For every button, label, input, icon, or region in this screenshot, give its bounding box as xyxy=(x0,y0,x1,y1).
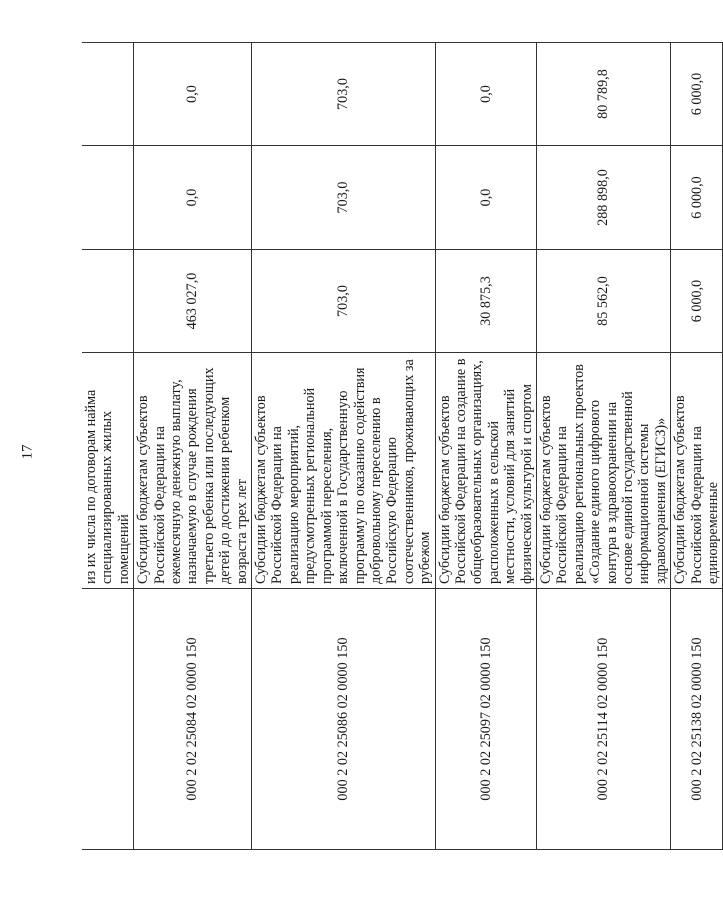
budget-code-cell: 000 2 02 25086 02 0000 150 xyxy=(252,589,435,850)
description-cell: из их числа по договорам найма специализированных жилых помещений xyxy=(82,353,134,589)
budget-code-cell: 000 2 02 25097 02 0000 150 xyxy=(435,589,536,850)
budget-code-cell xyxy=(82,589,134,850)
table-container xyxy=(82,42,722,850)
description-cell: Субсидии бюджетам субъектов Российской Федерации на создание в общеобразовательных организациях, расположенных в сельской местности, условий для занятий физической культурой и спортом xyxy=(435,353,536,589)
table-row xyxy=(536,43,670,850)
value-cell-2: 703,0 xyxy=(252,146,435,250)
budget-subsidies-table xyxy=(82,42,723,850)
value-cell-1: 6 000,0 xyxy=(671,250,723,353)
value-cell-1: 30 875,3 xyxy=(435,250,536,353)
value-cell-2: 0,0 xyxy=(134,146,252,250)
page-number: 17 xyxy=(19,444,36,460)
value-cell-3: 0,0 xyxy=(134,43,252,146)
value-cell-1: 703,0 xyxy=(252,250,435,353)
table-row xyxy=(671,43,723,850)
value-cell-3: 0,0 xyxy=(435,43,536,146)
budget-code-cell: 000 2 02 25084 02 0000 150 xyxy=(134,589,252,850)
value-cell-2: 6 000,0 xyxy=(671,146,723,250)
table-row xyxy=(252,43,435,850)
budget-code-cell: 000 2 02 25138 02 0000 150 xyxy=(671,589,723,850)
value-cell-1: 463 027,0 xyxy=(134,250,252,353)
value-cell-2 xyxy=(82,146,134,250)
value-cell-2: 288 898,0 xyxy=(536,146,670,250)
description-cell: Субсидии бюджетам субъектов Российской Федерации на ежемесячную денежную выплату, назначаемую в случае рождения третьего ребенка или последующих детей до достижения ребенком возраста трех лет xyxy=(134,353,252,589)
value-cell-3 xyxy=(82,43,134,146)
value-cell-2: 0,0 xyxy=(435,146,536,250)
table-row xyxy=(134,43,252,850)
table-row xyxy=(82,43,134,850)
value-cell-1 xyxy=(82,250,134,353)
description-cell: Субсидии бюджетам субъектов Российской Федерации на единовременные xyxy=(671,353,723,589)
value-cell-3: 703,0 xyxy=(252,43,435,146)
budget-code-cell: 000 2 02 25114 02 0000 150 xyxy=(536,589,670,850)
rotated-table-region xyxy=(82,42,722,850)
value-cell-3: 6 000,0 xyxy=(671,43,723,146)
description-cell: Субсидии бюджетам субъектов Российской Федерации на реализацию мероприятий, предусмотренных региональной программой переселения, включенной в Государственную программу по оказанию содействия добровольному переселению в Российскую Федерацию соотечественников, проживающих за рубежом xyxy=(252,353,435,589)
value-cell-1: 85 562,0 xyxy=(536,250,670,353)
description-cell: Субсидии бюджетам субъектов Российской Федерации на реализацию региональных проектов «Создание единого цифрового контура в здравоохранении на основе единой государственной информационной системы здравоохранения (ЕГИСЗ)» xyxy=(536,353,670,589)
table-row xyxy=(435,43,536,850)
value-cell-3: 80 789,8 xyxy=(536,43,670,146)
